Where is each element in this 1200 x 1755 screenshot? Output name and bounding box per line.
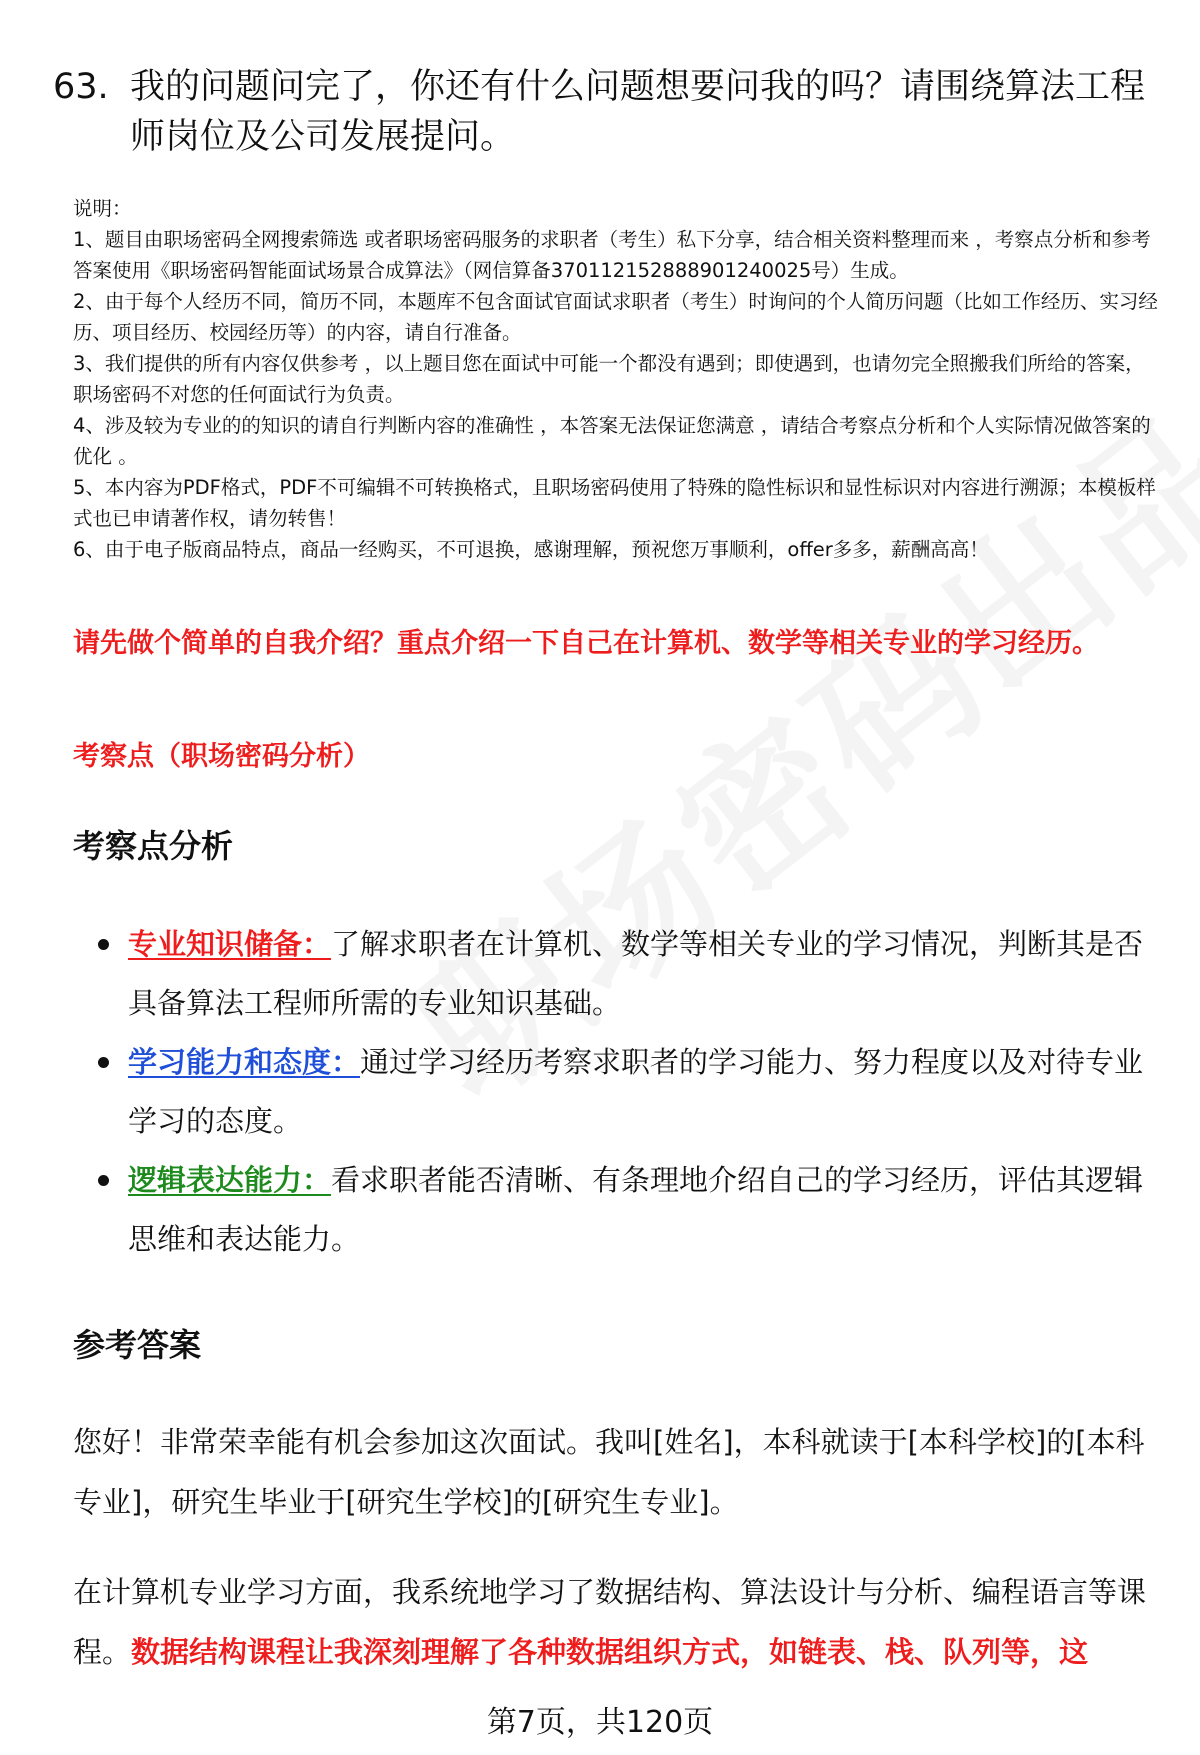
answer-heading: 参考答案: [73, 1326, 202, 1364]
analysis-item: [90, 915, 1150, 1033]
note-item: 3、我们提供的所有内容仅供参考 ，以上题目您在面试中可能一个都没有遇到；即使遇到，也请勿完全照搬我们所给的答案，职场密码不对您的任何面试行为负责。: [73, 352, 1145, 406]
answer-paragraph-2-text: 在计算机专业学习方面，我系统地学习了数据结构、算法设计与分析、编程语言等课程。: [73, 1575, 1147, 1669]
question-title: [53, 62, 1153, 162]
analysis-keyword: 专业知识储备：: [128, 927, 332, 961]
question-text: 我的问题问完了，你还有什么问题想要问我的吗？请围绕算法工程师岗位及公司发展提问。: [130, 67, 1146, 157]
bullet-icon: [98, 939, 109, 950]
analysis-text: 了解求职者在计算机、数学等相关专业的学习情况，判断其是否具备算法工程师所需的专业知识基础。: [128, 927, 1144, 1020]
note-item: 6、由于电子版商品特点，商品一经购买，不可退换，感谢理解，预祝您万事顺利，offer多多，薪酬高高！: [73, 538, 989, 561]
note-item: 5、本内容为PDF格式，PDF不可编辑不可转换格式，且职场密码使用了特殊的隐性标识和显性标识对内容进行溯源；本模板样式也已申请著作权，请勿转售！: [73, 476, 1156, 530]
note-item: 2、由于每个人经历不同，简历不同，本题库不包含面试官面试求职者（考生）时询问的个人简历问题（比如工作经历、实习经历、项目经历、校园经历等）的内容，请自行准备。: [73, 290, 1158, 344]
page-footer: 第7页，共120页: [486, 1705, 714, 1740]
analysis-item: [90, 1151, 1150, 1269]
analysis-heading: 考察点分析: [73, 827, 234, 865]
bullet-icon: [98, 1175, 109, 1186]
note-item: 4、涉及较为专业的的知识的请自行判断内容的准确性 ，本答案无法保证您满意 ，请结合考察点分析和个人实际情况做答案的优化 。: [73, 414, 1151, 468]
notes-heading: 说明：: [73, 197, 132, 220]
disclaimer-notes: [73, 193, 1163, 565]
analysis-list: [90, 915, 1150, 1269]
analysis-item: [90, 1033, 1150, 1151]
interview-question: 请先做个简单的自我介绍？重点介绍一下自己在计算机、数学等相关专业的学习经历。: [73, 628, 1099, 659]
note-item: 1、题目由职场密码全网搜索筛选 或者职场密码服务的求职者（考生）私下分享，结合相关资料整理而来 ，考察点分析和参考答案使用《职场密码智能面试场景合成算法》（网信算备370112152888901240025号）生成。: [73, 228, 1151, 282]
bullet-icon: [98, 1057, 109, 1068]
analysis-text: 通过学习经历考察求职者的学习能力、努力程度以及对待专业学习的态度。: [128, 1045, 1144, 1138]
analysis-text: 看求职者能否清晰、有条理地介绍自己的学习经历，评估其逻辑思维和表达能力。: [128, 1163, 1144, 1256]
analysis-keyword: 学习能力和态度：: [128, 1045, 361, 1079]
question-number: 63.: [53, 67, 109, 107]
analysis-keyword: 逻辑表达能力：: [128, 1163, 332, 1197]
analysis-source-label: 考察点（职场密码分析）: [73, 741, 370, 772]
answer-paragraph-1: 您好！非常荣幸能有机会参加这次面试。我叫[姓名]，本科就读于[本科学校]的[本科专业]，研究生毕业于[研究生学校]的[研究生专业]。: [73, 1425, 1145, 1519]
answer-highlight: 数据结构课程让我深刻理解了各种数据组织方式，如链表、栈、队列等，这: [131, 1635, 1089, 1669]
answer-paragraph-2: [73, 1562, 1153, 1682]
